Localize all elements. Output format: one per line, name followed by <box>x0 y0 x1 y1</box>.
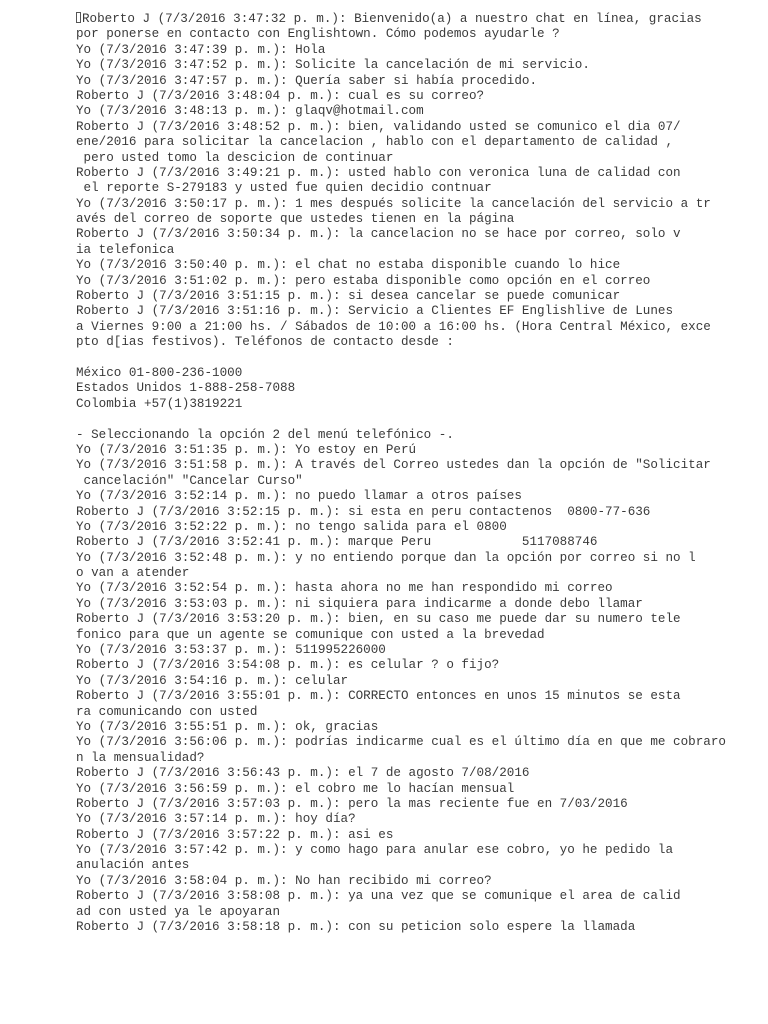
transcript-line: Yo (7/3/2016 3:52:48 p. m.): y no entiendo porque dan la opción por correo si no l <box>76 550 696 565</box>
transcript-line: Roberto J (7/3/2016 3:53:20 p. m.): bien, en su caso me puede dar su numero tele <box>76 612 681 627</box>
transcript-line: México 01-800-236-1000 <box>76 365 243 380</box>
transcript-line: Roberto J (7/3/2016 3:48:04 p. m.): cual es su correo? <box>76 88 485 103</box>
transcript-line: Yo (7/3/2016 3:48:13 p. m.): glaqv@hotmail.com <box>76 104 424 119</box>
transcript-line: Roberto J (7/3/2016 3:57:22 p. m.): asi es <box>76 827 394 842</box>
transcript-line: a Viernes 9:00 a 21:00 hs. / Sábados de 10:00 a 16:00 hs. (Hora Central México, exce <box>76 319 711 334</box>
transcript-line: pero usted tomo la descicion de continuar <box>76 150 394 165</box>
transcript-line: Yo (7/3/2016 3:51:58 p. m.): A través del Correo ustedes dan la opción de "Solicitar <box>76 458 711 473</box>
transcript-line-text: Roberto J (7/3/2016 3:47:32 p. m.): Bienvenido(a) a nuestro chat en línea, gracias <box>82 12 702 26</box>
transcript-line: Yo (7/3/2016 3:52:22 p. m.): no tengo salida para el 0800 <box>76 519 507 534</box>
transcript-line: anulación antes <box>76 858 190 873</box>
transcript-line: Yo (7/3/2016 3:56:06 p. m.): podrías indicarme cual es el último día en que me cobraro <box>76 735 726 750</box>
transcript-line: Yo (7/3/2016 3:50:17 p. m.): 1 mes después solicite la cancelación del servicio a tr <box>76 196 711 211</box>
missing-glyph-icon <box>76 12 81 23</box>
blank-line <box>76 412 706 427</box>
transcript-line: por ponerse en contacto con Englishtown. Cómo podemos ayudarle ? <box>76 27 560 42</box>
transcript-line: fonico para que un agente se comunique con usted a la brevedad <box>76 627 545 642</box>
transcript-line: Yo (7/3/2016 3:47:52 p. m.): Solicite la cancelación de mi servicio. <box>76 58 590 73</box>
transcript-line: Yo (7/3/2016 3:57:14 p. m.): hoy día? <box>76 812 356 827</box>
transcript-line: Roberto J (7/3/2016 3:52:41 p. m.): marque Peru 5117088746 <box>76 535 598 550</box>
transcript-line: ia telefonica <box>76 242 175 257</box>
chat-transcript <box>76 12 726 935</box>
transcript-line: ad con usted ya le apoyaran <box>76 904 281 919</box>
transcript-line: Roberto J (7/3/2016 3:48:52 p. m.): bien, validando usted se comunico el dia 07/ <box>76 119 681 134</box>
transcript-line: el reporte S-279183 y usted fue quien decidio contnuar <box>76 181 492 196</box>
transcript-line: Yo (7/3/2016 3:50:40 p. m.): el chat no estaba disponible cuando lo hice <box>76 258 621 273</box>
transcript-line: Roberto J (7/3/2016 3:51:15 p. m.): si desea cancelar se puede comunicar <box>76 289 621 304</box>
transcript-line: Roberto J (7/3/2016 3:55:01 p. m.): CORRECTO entonces en unos 15 minutos se esta <box>76 689 681 704</box>
transcript-line: cancelación" "Cancelar Curso" <box>76 473 303 488</box>
transcript-line: Estados Unidos 1-888-258-7088 <box>76 381 296 396</box>
transcript-line: Yo (7/3/2016 3:57:42 p. m.): y como hago para anular ese cobro, yo he pedido la <box>76 843 674 858</box>
transcript-line: Yo (7/3/2016 3:54:16 p. m.): celular <box>76 673 349 688</box>
transcript-line: Roberto J (7/3/2016 3:57:03 p. m.): pero la mas reciente fue en 7/03/2016 <box>76 796 628 811</box>
transcript-line: Yo (7/3/2016 3:53:03 p. m.): ni siquiera para indicarme a donde debo llamar <box>76 596 643 611</box>
transcript-line: avés del correo de soporte que ustedes tienen en la página <box>76 212 515 227</box>
transcript-line: Roberto J (7/3/2016 3:54:08 p. m.): es celular ? o fijo? <box>76 658 500 673</box>
transcript-line: Roberto J (7/3/2016 3:49:21 p. m.): usted hablo con veronica luna de calidad con <box>76 165 681 180</box>
transcript-line: Yo (7/3/2016 3:52:54 p. m.): hasta ahora no me han respondido mi correo <box>76 581 613 596</box>
transcript-line: Yo (7/3/2016 3:53:37 p. m.): 511995226000 <box>76 643 386 658</box>
transcript-line: Colombia +57(1)3819221 <box>76 396 243 411</box>
transcript-line: ene/2016 para solicitar la cancelacion , hablo con el departamento de calidad , <box>76 135 674 150</box>
transcript-line: o van a atender <box>76 566 190 581</box>
transcript-line: Roberto J (7/3/2016 3:56:43 p. m.): el 7 de agosto 7/08/2016 <box>76 766 530 781</box>
transcript-line: Roberto J (7/3/2016 3:58:18 p. m.): con su peticion solo espere la llamada <box>76 920 636 935</box>
transcript-line: Roberto J (7/3/2016 3:58:08 p. m.): ya una vez que se comunique el area de calid <box>76 889 681 904</box>
transcript-line: Yo (7/3/2016 3:58:04 p. m.): No han recibido mi correo? <box>76 873 492 888</box>
transcript-line: Yo (7/3/2016 3:51:35 p. m.): Yo estoy en Perú <box>76 442 417 457</box>
transcript-line: Yo (7/3/2016 3:51:02 p. m.): pero estaba disponible como opción en el correo <box>76 273 651 288</box>
transcript-line: Yo (7/3/2016 3:52:14 p. m.): no puedo llamar a otros países <box>76 489 522 504</box>
blank-line <box>76 351 706 366</box>
transcript-line: Yo (7/3/2016 3:56:59 p. m.): el cobro me lo hacían mensual <box>76 781 515 796</box>
transcript-line: Yo (7/3/2016 3:55:51 p. m.): ok, gracias <box>76 719 379 734</box>
transcript-line: - Seleccionando la opción 2 del menú telefónico -. <box>76 427 454 442</box>
transcript-line: ra comunicando con usted <box>76 704 258 719</box>
transcript-line: pto d[ias festivos). Teléfonos de contacto desde : <box>76 335 454 350</box>
transcript-line: Roberto J (7/3/2016 3:52:15 p. m.): si esta en peru contactenos 0800-77-636 <box>76 504 651 519</box>
transcript-line: n la mensualidad? <box>76 750 205 765</box>
transcript-line: Yo (7/3/2016 3:47:39 p. m.): Hola <box>76 42 326 57</box>
transcript-line: Yo (7/3/2016 3:47:57 p. m.): Quería saber si había procedido. <box>76 73 538 88</box>
transcript-line <box>76 12 706 27</box>
transcript-line: Roberto J (7/3/2016 3:51:16 p. m.): Servicio a Clientes EF Englishlive de Lunes <box>76 304 674 319</box>
transcript-line: Roberto J (7/3/2016 3:50:34 p. m.): la cancelacion no se hace por correo, solo v <box>76 227 681 242</box>
